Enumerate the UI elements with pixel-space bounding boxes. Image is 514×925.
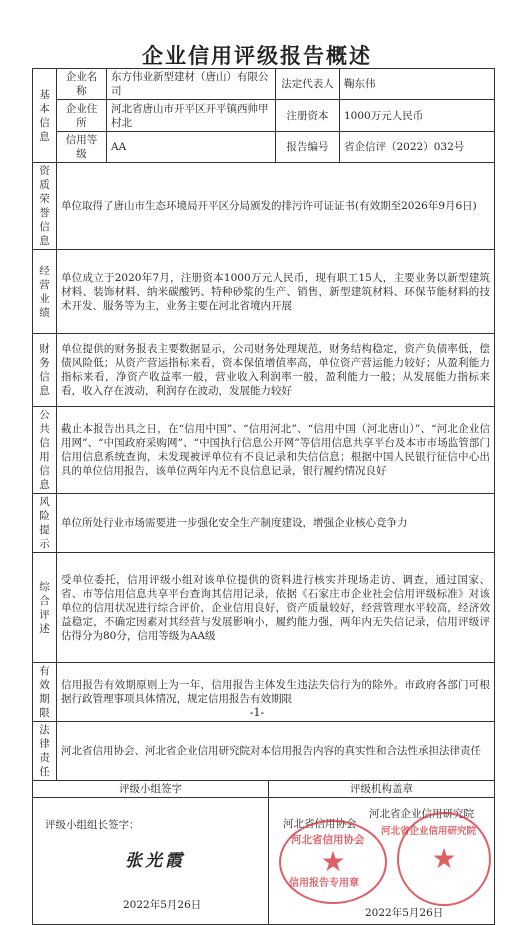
credit-association-name: 河北省信用协会 <box>283 818 357 830</box>
risk-text: 单位所处行业市场需要进一步强化安全生产制度建设，增强企业核心竞争力 <box>57 494 495 553</box>
business-section-label: 经营业绩 <box>33 250 57 334</box>
signature-date: 2022年5月26日 <box>123 899 202 911</box>
seal-area <box>269 798 495 925</box>
seal-institute-text: 河北省企业信用研究院 <box>381 826 477 837</box>
page-number: -1- <box>249 706 265 719</box>
legal-text: 河北省信用协会、河北省企业信用研究院对本信用报告内容的真实性和合法性承担法律责任 <box>57 722 495 781</box>
public-credit-text: 截止本报告出具之日，在“信用中国”、“信用河北”、“信用中国（河北唐山）”、“河北企业信用网”、“中国政府采购网”、“中国执行信息公开网”等信用信息共享平台及本市市场监管部门信用信息系统查询，未发现被评单位有不良记录和失信信息；根据中国人民银行征信中心出具的单位信用报告，该单位两年内无不良信息记录，银行履约情况良好 <box>57 407 495 494</box>
signature-area <box>33 798 269 925</box>
company-name-label: 企业名称 <box>57 69 107 100</box>
rating-agency-seal-header: 评级机构盖章 <box>269 781 495 798</box>
address-value: 河北省唐山市开平区开平镇西帅甲村北 <box>107 100 276 132</box>
report-table <box>32 68 495 925</box>
credit-grade-label: 信用等级 <box>57 132 107 163</box>
summary-section-label: 综合评述 <box>33 553 57 663</box>
legal-section-label: 法律责任 <box>33 722 57 781</box>
honors-text: 单位取得了唐山市生态环境局开平区分局颁发的排污许可证证书(有效期至2026年9月6日) <box>57 163 495 250</box>
seal-date: 2022年5月26日 <box>365 907 444 919</box>
finance-section-label: 财务信息 <box>33 334 57 407</box>
team-leader-signature-label: 评级小组组长签字： <box>45 819 140 831</box>
capital-value: 1000万元人民币 <box>340 100 495 132</box>
handwritten-signature: 张光霞 <box>125 851 185 871</box>
public-credit-section-label: 公共信用信息 <box>33 407 57 494</box>
validity-section-label: 有效期限 <box>33 663 57 722</box>
legal-rep-value: 鞠东伟 <box>340 69 495 100</box>
address-label: 企业住所 <box>57 100 107 132</box>
business-text: 单位成立于2020年7月，注册资本1000万元人民币，现有职工15人，主要业务以新型建筑材料、装饰材料、纳米碳酸钙、特种砂浆的生产、销售，新型建筑材料、环保节能材料的技术开发、服务等为主，业务主要在河北省境内开展 <box>57 250 495 334</box>
credit-institute-name: 河北省企业信用研究院 <box>369 808 474 820</box>
seal-association-text: 河北省信用协会 <box>291 834 365 846</box>
credit-association-seal-icon: ★ <box>279 820 387 904</box>
report-title: 企业信用评级报告概述 <box>142 44 372 68</box>
seal-report-use-text: 信用报告专用章 <box>289 878 359 889</box>
capital-label: 注册资本 <box>276 100 340 132</box>
rating-team-signature-header: 评级小组签字 <box>33 781 269 798</box>
report-number-value: 省企信评（2022）032号 <box>340 132 495 163</box>
summary-text: 受单位委托，信用评级小组对该单位提供的资料进行核实并现场走访、调查，通过国家、省、市等信用信息共享平台查询其信用记录，依据《石家庄市企业社会信用评级标准》对该单位的信用状况进行综合评价，企业信用良好，资产质量较好，经营管理水平较高，经济效益稳定，不确定因素对其经营与发展影响小，履约能力强，两年内无失信记录，信用评级评估得分为80分，信用等级为AA级 <box>57 553 495 663</box>
risk-section-label: 风险提示 <box>33 494 57 553</box>
honors-section-label: 资质荣誉信息 <box>33 163 57 250</box>
company-name-value: 东方伟业新型建材（唐山）有限公司 <box>107 69 276 100</box>
validity-text: 信用报告有效期原则上为一年，信用报告主体发生违法失信行为的除外。市政府各部门可根据行政管理事项具体情况，规定信用报告有效期限 <box>57 663 495 722</box>
credit-institute-seal-icon: ★ <box>397 812 491 906</box>
finance-text: 单位提供的财务报表主要数据显示，公司财务处理规范，财务结构稳定，资产负债率低，偿债风险低；从资产营运指标来看，资本保值增值率高，单位资产营运能力较好；从盈利能力指标来看，净资产收益率一般，营业收入利润率一般，盈利能力一般；从发展能力指标来看，收入存在波动，利润存在波动，发展能力较好 <box>57 334 495 407</box>
credit-grade-value: AA <box>107 132 276 163</box>
basic-info-section-label: 基本信息 <box>33 69 57 163</box>
legal-rep-label: 法定代表人 <box>276 69 340 100</box>
report-number-label: 报告编号 <box>276 132 340 163</box>
